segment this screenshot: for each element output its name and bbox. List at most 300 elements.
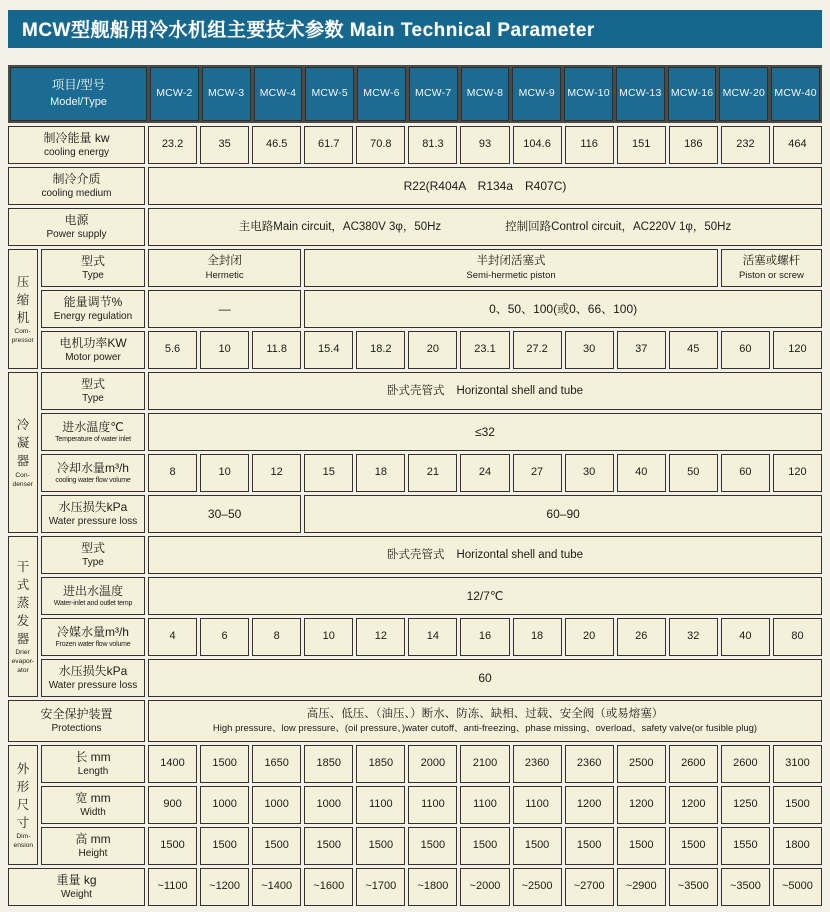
value-text: 232 [736,138,755,151]
value-text: 151 [632,138,651,151]
row-label-zh: 制冷介质 [52,171,101,186]
row-label-zh: 安全保护装置 [40,706,113,721]
value-cell [148,827,197,865]
value-cell [148,331,197,369]
row-label-zh: 能量调节% [63,294,123,309]
value-cell [148,454,197,492]
table-row [8,208,822,246]
table-section [8,745,822,865]
row-label-zh: 水压损失kPa [58,499,128,514]
row-label-en: cooling medium [41,187,112,199]
row-label-zh: 电机功率KW [59,335,127,350]
value-text: 18 [530,630,544,643]
value-text: 2600 [681,757,706,770]
value-cell [721,126,770,164]
value-cell [200,868,249,906]
value-cell [356,745,405,783]
row-label-en: Height [78,847,108,859]
value-text: 1850 [316,757,341,770]
value-text: 6 [221,630,228,643]
merged-cell [148,167,822,205]
section-strip [8,536,38,697]
value-text: 46.5 [265,138,288,151]
value-text: 1500 [681,839,706,852]
value-text: 116 [580,138,598,151]
value-text: 1500 [524,839,550,852]
value-text: 37 [635,343,648,356]
merged-cell [304,290,822,328]
model-header-cell [461,67,510,121]
model-header-cell [719,67,768,121]
value-cell [304,618,353,656]
value-text: 11.8 [266,343,287,356]
value-text: 30 [583,466,596,479]
merged-zh: R22(R404A R134a R407C) [403,178,567,193]
merged-zh: ≤32 [475,424,495,439]
value-cell [408,786,457,824]
table-section [8,372,822,533]
table-row [8,868,822,906]
merged-cell [148,659,822,697]
value-cell [773,745,822,783]
value-text: 32 [687,630,700,643]
table-row [41,786,822,824]
section-strip-en: ension [13,842,33,850]
value-cell [773,618,822,656]
row-label [8,167,145,205]
table-row [41,618,822,656]
value-text: ~1700 [365,880,397,893]
row-label-en: Temperature of water inlet [55,435,131,443]
section-rows [41,249,822,369]
model-header-cell [254,67,303,121]
row-label-zh: 型式 [80,540,105,555]
value-text: 1850 [368,757,394,770]
value-cell [565,126,614,164]
value-text: 60 [739,343,752,356]
value-cell [721,745,770,783]
model-name: MCW-16 [670,87,714,100]
merged-cell [304,495,822,533]
row-label-en: Frozen water flow volume [55,640,131,648]
value-text: 15.4 [318,343,340,356]
value-text: 2500 [628,757,654,770]
value-cell [356,827,405,865]
value-text: ~3500 [677,880,709,893]
value-text: 8 [273,630,280,643]
value-cell [513,786,562,824]
table-row [41,577,822,615]
value-text: 1550 [733,839,758,852]
table-row [41,249,822,287]
section-strip-en: denser [12,480,34,488]
row-label [41,454,145,492]
value-text: 186 [684,138,703,151]
value-text: 50 [687,466,700,479]
model-name: MCW-2 [156,87,193,100]
value-cell [304,454,353,492]
value-cell [408,331,457,369]
value-text: 8 [169,466,176,479]
section-strip-zh: 外形尺寸 [16,761,30,831]
value-text: ~5000 [782,880,813,893]
value-text: 1200 [576,798,602,811]
merged-en: High pressure、low pressure、(oil pressure、)water cutoff、anti-freezing、phase missing、overload、safety valve(or fusible plug) [212,723,758,735]
value-cell [721,786,770,824]
value-cell [565,331,614,369]
value-text: 24 [478,466,492,479]
value-text: 1400 [160,757,185,770]
value-text: 120 [788,466,807,479]
value-text: 27.2 [526,343,548,356]
value-cell [617,454,666,492]
merged-zh: 60 [478,670,492,685]
value-text: 3100 [785,757,810,770]
value-cell [252,454,301,492]
models-header-label [10,67,147,121]
row-label-en: Length [77,765,109,777]
section-strip-zh: 干式蒸发器 [16,559,30,647]
value-cell [565,827,614,865]
value-cell [200,126,249,164]
value-cell [408,745,457,783]
row-label-en: cooling energy [43,146,110,158]
value-text: 12 [270,466,283,479]
value-text: 1100 [369,798,393,811]
row-label-en: Width [80,806,106,818]
value-cell [669,827,718,865]
value-text: 16 [478,630,492,643]
value-text: 30 [583,343,596,356]
value-cell [565,868,614,906]
table-row [41,495,822,533]
value-cell [252,745,301,783]
row-label [41,786,145,824]
model-name: MCW-20 [722,87,766,100]
merged-zh: 半封闭活塞式 [476,254,546,267]
value-cell [669,126,718,164]
value-text: ~2700 [573,880,605,893]
value-cell [460,126,509,164]
merged-zh: — [218,301,231,316]
value-cell [773,126,822,164]
value-cell [200,454,249,492]
merged-cell [148,413,822,451]
model-name: MCW-10 [567,87,610,100]
merged-en: Semi-hermetic piston [466,270,556,282]
value-cell [460,827,509,865]
value-cell [460,745,509,783]
value-cell [513,868,562,906]
merged-zh: 60–90 [546,506,580,521]
value-text: 45 [687,343,700,356]
merged-cell [148,700,822,742]
value-cell [513,745,562,783]
model-name: MCW-9 [518,87,555,100]
value-cell [669,331,718,369]
value-text: 27 [530,466,544,479]
header-label-en: Model/Type [50,96,107,109]
value-text: 70.8 [370,138,392,151]
row-label [8,208,145,246]
value-text: 1250 [733,798,758,811]
value-text: ~1600 [313,880,345,893]
value-text: 1500 [212,839,237,852]
model-header-row [10,67,820,121]
value-text: 120 [788,343,807,356]
row-label [41,413,145,451]
model-header-cell [668,67,717,121]
section-strip-zh: 压缩机 [16,274,30,325]
merged-zh: 卧式壳管式 [386,548,445,561]
value-cell [408,827,457,865]
row-label [41,618,145,656]
row-label-en: Water pressure loss [48,515,138,527]
value-cell [669,745,718,783]
section-strip-en: evapor- [11,658,35,666]
value-text: ~2000 [469,880,501,893]
merged-cell [148,577,822,615]
row-label-en: Energy regulation [53,310,133,322]
value-text: ~1100 [157,880,188,893]
value-text: 1500 [212,757,237,770]
table-row [41,827,822,865]
value-text: 15 [322,466,335,479]
value-cell [200,745,249,783]
page-title: MCW型舰船用冷水机组主要技术参数 Main Technical Parameter [8,10,822,48]
value-text: 1500 [420,839,446,852]
value-cell [252,126,301,164]
value-cell [356,618,405,656]
table-row [41,290,822,328]
value-cell [460,331,509,369]
row-label-en: Water-inlet and outlet temp [53,599,133,607]
table-row [41,413,822,451]
value-text: 18 [374,466,387,479]
model-header-cell [409,67,458,121]
value-text: 1800 [785,839,810,852]
value-text: 1500 [628,839,654,852]
value-text: 10 [218,466,231,479]
merged-cell [148,290,301,328]
row-label-en: Type [82,269,104,281]
value-text: 1100 [421,798,445,811]
value-text: 26 [635,630,648,643]
value-text: 1000 [212,798,237,811]
table-row [8,126,822,164]
value-cell [721,868,770,906]
row-label-zh: 冷媒水量m³/h [56,624,129,639]
value-text: ~2500 [521,880,553,893]
row-label-zh: 型式 [80,253,105,268]
merged-cell [148,536,822,574]
merged-cell [148,208,822,246]
value-cell [669,786,718,824]
merged-zh: 高压、低压、（油压、）断水、防冻、缺相、过载、安全阀（或易熔塞） [306,707,664,720]
value-text: 60 [739,466,752,479]
value-text: 1500 [576,839,602,852]
value-cell [617,868,666,906]
model-name: MCW-3 [207,87,245,100]
value-text: 5.6 [164,343,181,356]
value-text: 4 [169,630,176,643]
model-header-cell [616,67,665,121]
value-text: 93 [478,138,492,151]
value-text: 1100 [525,798,549,811]
value-text: 1500 [264,839,289,852]
table-row [8,167,822,205]
value-cell [513,827,562,865]
value-cell [565,454,614,492]
row-label-en: Protections [51,722,102,734]
section-strip-en: pressor [11,337,35,345]
value-text: ~3500 [729,880,761,893]
merged-cell [304,249,718,287]
row-label [8,868,145,906]
value-cell [200,331,249,369]
value-cell [513,618,562,656]
value-text: 1500 [368,839,394,852]
table-row [8,700,822,742]
value-text: ~1800 [417,880,449,893]
merged-en: Piston or screw [738,270,804,282]
value-text: ~2900 [625,880,657,893]
model-header-cell [150,67,199,121]
section-rows [41,536,822,697]
value-text: 10 [218,343,231,356]
value-cell [721,827,770,865]
row-label-zh: 进出水温度 [62,583,123,598]
value-cell [252,868,301,906]
header-label-zh: 项目/型号 [51,77,106,92]
value-cell [356,126,405,164]
value-text: 23.1 [474,343,496,356]
value-cell [773,868,822,906]
value-cell [565,618,614,656]
model-header-cell [305,67,354,121]
section-strip-en: Dim- [15,833,31,840]
merged-cell [148,495,301,533]
value-text: 1100 [473,798,497,811]
value-cell [669,868,718,906]
merged-cell-part: 主电路Main circuit，AC380V 3φ，50Hz [238,220,442,233]
value-cell [408,126,457,164]
value-text: 1000 [316,798,341,811]
model-name: MCW-4 [259,87,297,100]
model-name: MCW-13 [619,87,662,100]
value-cell [304,786,353,824]
merged-zh: 卧式壳管式 [386,384,445,397]
section-strip-en: ator [17,667,29,675]
value-text: 1000 [264,798,289,811]
row-label-en: Water pressure loss [48,679,138,691]
row-label-en: Type [82,556,104,568]
model-name: MCW-6 [363,87,400,100]
spec-table [8,65,822,906]
value-text: 80 [791,630,804,643]
merged-cell [148,372,822,410]
value-text: 81.3 [422,138,444,151]
value-text: 104.6 [523,138,551,151]
value-cell [148,618,197,656]
table-row [41,331,822,369]
merged-zh: 12/7℃ [466,588,504,603]
row-label-zh: 水压损失kPa [58,663,128,678]
value-cell [513,126,562,164]
value-cell [773,331,822,369]
value-cell [617,331,666,369]
section-strip-en: Com- [14,328,32,335]
model-header-cell [202,67,251,121]
value-text: 40 [739,630,752,643]
row-label [8,126,145,164]
merged-en: Horizontal shell and tube [456,548,584,561]
value-cell [252,786,301,824]
value-text: 2360 [524,757,550,770]
value-text: 61.7 [318,138,340,151]
value-cell [304,331,353,369]
row-label-en: Motor power [65,351,121,363]
value-cell [200,618,249,656]
value-text: 40 [635,466,648,479]
model-header-cell [357,67,406,121]
model-name: MCW-5 [311,87,348,100]
value-text: ~1400 [261,880,293,893]
value-text: 1650 [264,757,289,770]
merged-zh: 0、50、100(或0、66、100) [489,301,638,316]
section-strip-zh: 冷凝器 [16,418,30,469]
row-label-en: cooling water flow volume [55,476,131,484]
section-strip-en: Con- [15,471,31,479]
value-text: 1500 [160,839,185,852]
value-cell [460,618,509,656]
value-text: 2000 [420,757,446,770]
value-cell [721,331,770,369]
value-text: 20 [426,343,440,356]
value-cell [304,868,353,906]
row-label-en: Type [82,392,104,404]
value-cell [408,454,457,492]
model-header-cell [771,67,820,121]
value-cell [669,454,718,492]
value-cell [148,786,197,824]
merged-zh: 活塞或螺杆 [742,254,801,267]
value-cell [513,454,562,492]
model-header [8,65,822,123]
row-label [41,745,145,783]
value-cell [460,454,509,492]
value-text: 464 [788,138,807,151]
value-cell [617,745,666,783]
value-cell [617,827,666,865]
row-label-zh: 长 mm [75,749,111,764]
row-label-en: Power supply [46,228,107,240]
row-label [41,249,145,287]
model-header-cell [564,67,613,121]
value-cell [356,786,405,824]
value-text: 1500 [472,839,498,852]
row-label-zh: 宽 mm [75,790,111,805]
value-cell [617,786,666,824]
model-name: MCW-8 [466,87,504,100]
row-label [41,659,145,697]
row-label-zh: 进水温度℃ [62,419,124,434]
section-strip [8,745,38,865]
value-text: 2100 [472,757,498,770]
value-text: 1500 [316,839,341,852]
value-cell [200,827,249,865]
row-label [41,495,145,533]
